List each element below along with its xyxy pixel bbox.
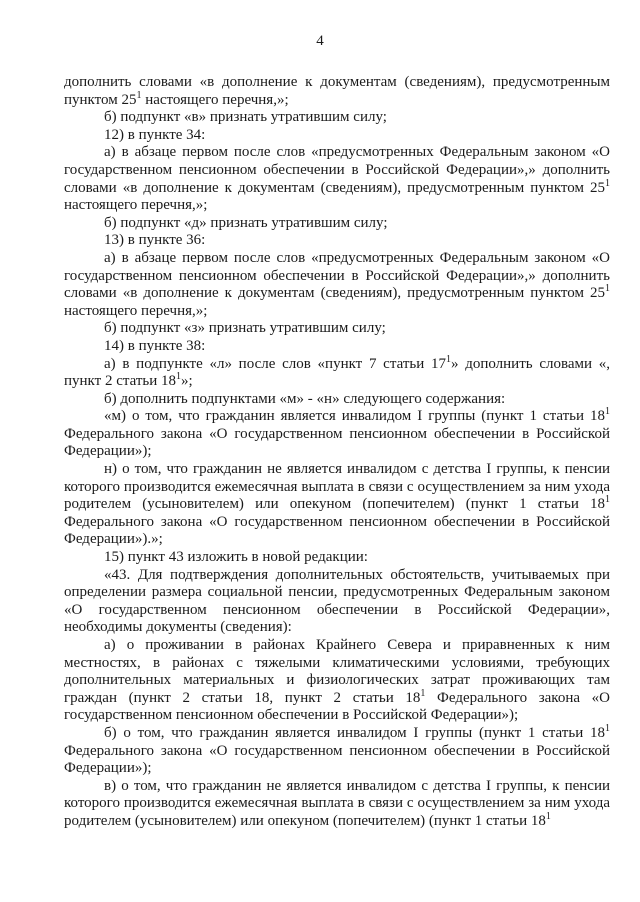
paragraph: 12) в пункте 34: [104,126,206,143]
paragraph: а) в абзаце первом после слов «предусмотренных Федеральным законом «О государственном пенсионном обеспечении в Российской Федерации»,» дополнить словами «в дополнение к документам (сведениям), предусмотренным пунктом $25^1$ настоящего перечня,»; [64,144,610,214]
paragraph: б) дополнить подпунктами «м» - «н» следующего содержания: [104,390,506,407]
paragraph: «м) о том, что гражданин является инвалидом I группы (пункт 1 статьи $18^1$ Федерального закона «О государственном пенсионном обеспечении в Российской Федерации»); [64,406,610,460]
paragraph: б) о том, что гражданин является инвалидом I группы (пункт 1 статьи $18^1$ Федерального закона «О государственном пенсионном обеспечении в Российской Федерации»); [64,722,610,777]
paragraph: 14) в пункте 38: [104,337,206,354]
paragraph: 15) пункт 43 изложить в новой редакции: [104,549,368,566]
paragraph: «43. Для подтверждения дополнительных обстоятельств, учитываемых при определении размера социальной пенсии, предусмотренных Федеральным законом «О государственном пенсионном обеспечении в Российской Федерации», необходимы документы (сведения): [64,566,610,636]
paragraph: дополнить словами «в дополнение к документам (сведениям), предусмотренным пунктом $25^1$ настоящего перечня,»; [64,74,610,108]
document-body [64,74,610,831]
paragraph: 13) в пункте 36: [104,232,206,249]
paragraph: н) о том, что гражданин не является инвалидом с детства I группы, к пенсии которого производится ежемесячная выплата в связи с осуществлением за ним ухода родителем (усыновителем) или опекуном (попечителем) (пункт 1 статьи $18^1$ Федерального закона «О государственном пенсионном обеспечении в Российской Федерации»).»; [64,461,610,548]
paragraph: а) о проживании в районах Крайнего Севера и приравненных к ним местностях, в районах с тяжелыми климатическими условиями, требующих дополнительных материальных и физиологических затрат проживающих там граждан (пункт 2 статьи 18, пункт 2 статьи $18^1$ Федерального закона «О государственном пенсионном обеспечении в Российской Федерации»); [64,637,610,724]
paragraph: б) подпункт «в» признать утратившим силу; [104,109,387,126]
paragraph: б) подпункт «з» признать утратившим силу; [104,320,386,337]
paragraph: б) подпункт «д» признать утратившим силу; [104,214,388,231]
paragraph: а) в абзаце первом после слов «предусмотренных Федеральным законом «О государственном пенсионном обеспечении в Российской Федерации»,» дополнить словами «в дополнение к документам (сведениям), предусмотренным пунктом $25^1$ настоящего перечня,»; [64,249,610,319]
paragraph: а) в подпункте «л» после слов «пункт 7 статьи $17^1$» дополнить словами «, пункт 2 статьи $18^1$»; [64,353,610,390]
page-number: 4 [316,33,324,49]
paragraph: в) о том, что гражданин не является инвалидом с детства I группы, к пенсии которого производится ежемесячная выплата в связи с осуществлением за ним ухода родителем (усыновителем) или опекуном (попечителем) (пункт 1 статьи $18^1$ [64,777,610,829]
